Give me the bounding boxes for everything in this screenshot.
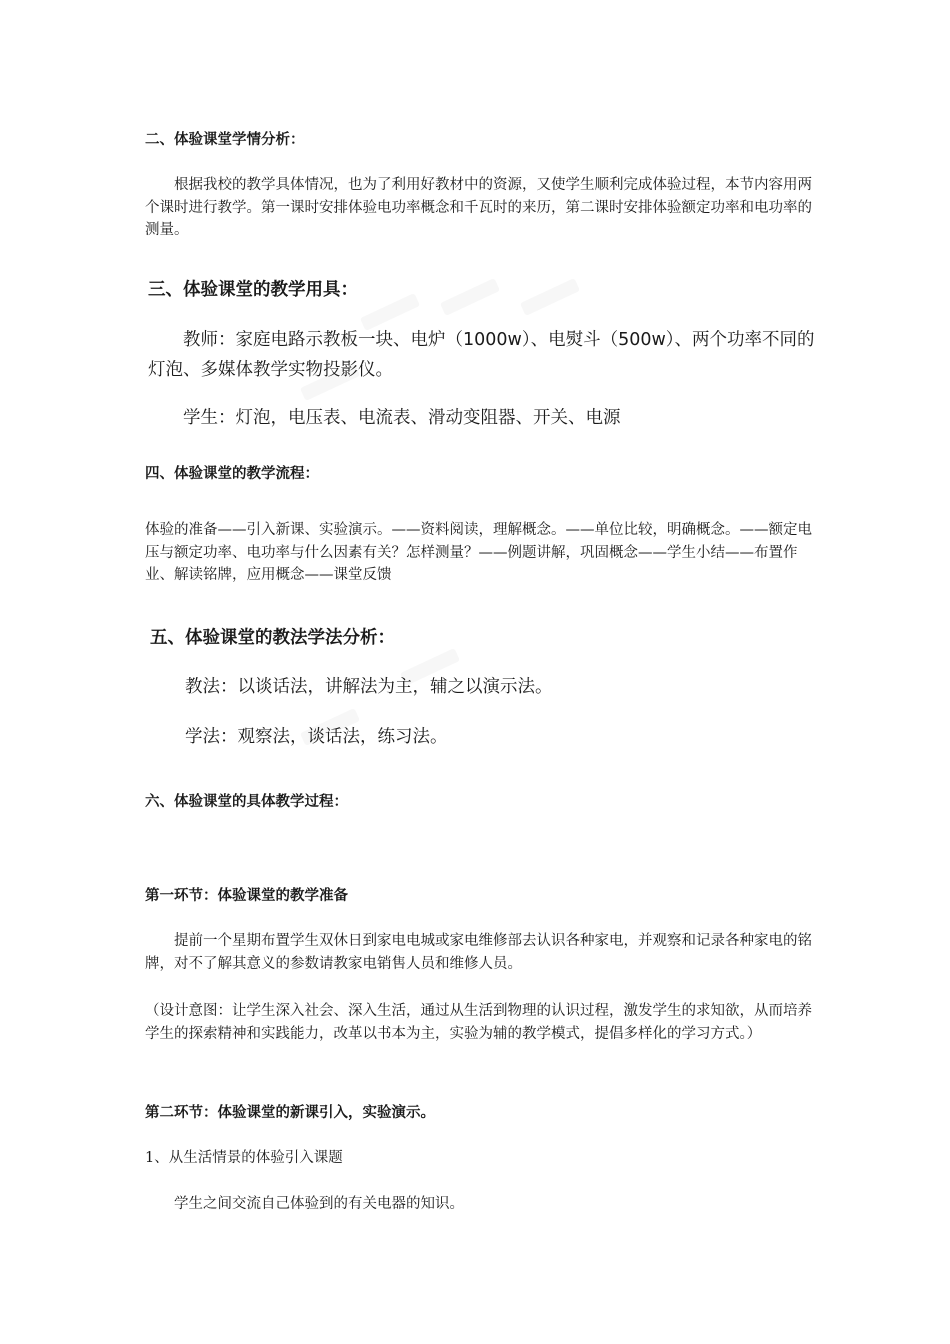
step-2-title: 第二环节：体验课堂的新课引入，实验演示。 bbox=[145, 1105, 435, 1121]
section-5-teaching-method: 教法：以谈话法，讲解法为主，辅之以演示法。 bbox=[185, 677, 553, 697]
step-1-design-intent: （设计意图：让学生深入社会、深入生活，通过从生活到物理的认识过程，激发学生的求知欲，从而培养学生的探索精神和实践能力，改革以书本为主，实验为辅的教学模式，提倡多样化的学习方式。） bbox=[145, 1003, 812, 1042]
section-6-title: 六、体验课堂的具体教学过程： bbox=[145, 794, 348, 810]
section-4-paragraph: 体验的准备——引入新课、实验演示。——资料阅读，理解概念。——单位比较，明确概念。——额定电压与额定功率、电功率与什么因素有关？怎样测量？——例题讲解，巩固概念——学生小结——布置作业、解读铭牌，应用概念——课堂反馈 bbox=[145, 522, 812, 583]
section-3-title: 三、体验课堂的教学用具： bbox=[148, 280, 358, 300]
section-5-learning-method: 学法：观察法，谈话法，练习法。 bbox=[185, 727, 448, 747]
section-2-paragraph: 根据我校的教学具体情况，也为了利用好教材中的资源，又使学生顺利完成体验过程，本节内容用两个课时进行教学。第一课时安排体验电功率概念和千瓦时的来历，第二课时安排体验额定功率和电功率的测量。 bbox=[145, 177, 812, 238]
step-1-title: 第一环节：体验课堂的教学准备 bbox=[145, 888, 348, 904]
section-5-title: 五、体验课堂的教法学法分析： bbox=[150, 628, 395, 648]
section-3-teacher-tools: 教师：家庭电路示教板一块、电炉（1000w）、电熨斗（500w）、两个功率不同的灯泡、多媒体教学实物投影仪。 bbox=[148, 330, 815, 380]
step-2-item-1-paragraph: 学生之间交流自己体验到的有关电器的知识。 bbox=[174, 1196, 464, 1212]
step-2-item-1: 1、从生活情景的体验引入课题 bbox=[145, 1150, 343, 1166]
section-3-student-tools: 学生：灯泡，电压表、电流表、滑动变阻器、开关、电源 bbox=[183, 408, 621, 428]
step-1-paragraph: 提前一个星期布置学生双休日到家电电城或家电维修部去认识各种家电，并观察和记录各种家电的铭牌，对不了解其意义的参数请教家电销售人员和维修人员。 bbox=[145, 933, 812, 972]
section-2-title: 二、体验课堂学情分析： bbox=[145, 132, 305, 148]
section-4-title: 四、体验课堂的教学流程： bbox=[145, 466, 319, 482]
